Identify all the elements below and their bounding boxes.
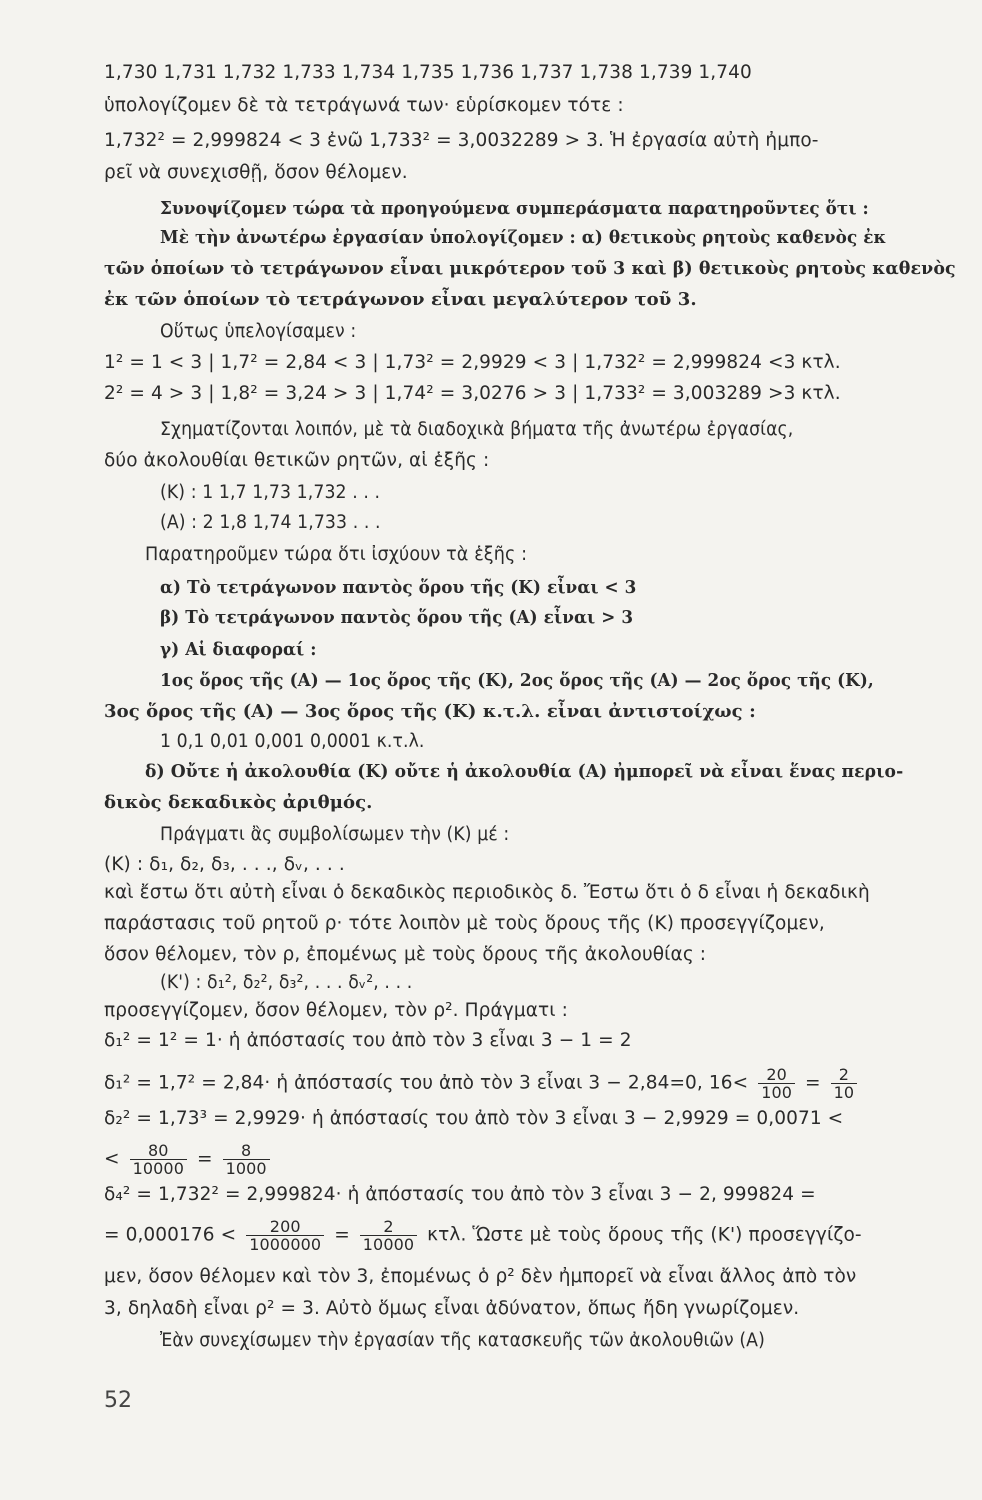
summary-heading: Συνοψίζομεν τώρα τὰ προηγούμενα συμπεράσματα παρατηροῦντες ὅτι : xyxy=(160,198,869,219)
equation-row: δ₁² = 1² = 1· ἡ ἀπόστασίς του ἀπὸ τὸν 3 εἶναι 3 − 1 = 2 xyxy=(104,1030,632,1051)
equation-text: κτλ. Ὥστε μὲ τοὺς ὅρους τῆς (Κ') προσεγγίζο- xyxy=(427,1224,862,1246)
bold-text-line: δικὸς δεκαδικὸς ἀριθμός. xyxy=(104,792,373,813)
property-b: β) Τὸ τετράγωνον παντὸς ὅρου τῆς (Α) εἶναι > 3 xyxy=(160,607,634,628)
fraction: $\frac{200}{1000000}$ xyxy=(246,1218,324,1253)
bold-text-line: 1ος ὅρος τῆς (Α) — 1ος ὅρος τῆς (Κ), 2ος ὅρος τῆς (Α) — 2ος ὅρος τῆς (Κ), xyxy=(160,670,874,691)
bold-text-line: τῶν ὁποίων τὸ τετράγωνον εἶναι μικρότερον τοῦ 3 καὶ β) θετικοὺς ρητοὺς καθενὸς xyxy=(104,258,956,279)
equation-text: δ₁² = 1,7² = 2,84· ἡ ἀπόστασίς του ἀπὸ τὸν 3 εἶναι 3 − 2,84=0, 16< xyxy=(104,1072,749,1094)
text-line: 1,732² = 2,999824 < 3 ἐνῶ 1,733² = 3,0032289 > 3. Ἡ ἐργασία αὐτὴ ἠμπο- xyxy=(104,130,819,151)
property-a: α) Τὸ τετράγωνον παντὸς ὅρου τῆς (Κ) εἶναι < 3 xyxy=(160,577,637,598)
equation-text: = 0,000176 < xyxy=(104,1224,237,1246)
property-c: γ) Αἱ διαφοραί : xyxy=(160,639,317,660)
text-line: προσεγγίζομεν, ὅσον θέλομεν, τὸν ρ². Πράγματι : xyxy=(104,1000,568,1021)
page-number: 52 xyxy=(104,1388,132,1413)
decimal-sequence-line: 1,730 1,731 1,732 1,733 1,734 1,735 1,736 1,737 1,738 1,739 1,740 xyxy=(104,62,752,83)
fraction: $\frac{80}{10000}$ xyxy=(130,1142,187,1177)
fraction: $\frac{8}{1000}$ xyxy=(223,1142,270,1177)
property-d: δ) Οὔτε ἡ ἀκολουθία (Κ) οὔτε ἡ ἀκολουθία (Α) ἠμπορεῖ νὰ εἶναι ἕνας περιο- xyxy=(145,761,904,782)
equation-text: < xyxy=(104,1148,120,1170)
equation-row-with-fraction: δ₁² = 1,7² = 2,84· ἡ ἀπόστασίς του ἀπὸ τὸν 3 εἶναι 3 − 2,84=0, 16< $\frac{20}{100}$ = $\frac{2}{10}$ xyxy=(104,1066,956,1101)
bold-text-line: 3ος ὅρος τῆς (Α) — 3ος ὅρος τῆς (Κ) κ.τ.λ. εἶναι ἀντιστοίχως : xyxy=(104,701,756,722)
fraction: $\frac{2}{10}$ xyxy=(831,1066,858,1101)
equation-row: 1² = 1 < 3 | 1,7² = 2,84 < 3 | 1,73² = 2,9929 < 3 | 1,732² = 2,999824 <3 κτλ. xyxy=(104,352,841,373)
text-line: Σχηματίζονται λοιπόν, μὲ τὰ διαδοχικὰ βήματα τῆς ἀνωτέρω ἐργασίας, xyxy=(160,419,794,440)
text-line: ρεῖ νὰ συνεχισθῇ, ὅσον θέλομεν. xyxy=(104,162,408,183)
text-line: καὶ ἔστω ὅτι αὐτὴ εἶναι ὁ δεκαδικὸς περιοδικὸς δ. Ἔστω ὅτι ὁ δ εἶναι ἡ δεκαδικὴ xyxy=(104,882,870,903)
differences-row: 1 0,1 0,01 0,001 0,0001 κ.τ.λ. xyxy=(160,731,425,752)
equation-row: 2² = 4 > 3 | 1,8² = 3,24 > 3 | 1,74² = 3,0276 > 3 | 1,733² = 3,003289 >3 κτλ. xyxy=(104,383,841,404)
text-line: ὑπολογίζομεν δὲ τὰ τετράγωνά των· εὑρίσκομεν τότε : xyxy=(104,95,624,116)
equation-row-with-fraction: < $\frac{80}{10000}$ = $\frac{8}{1000}$ xyxy=(104,1142,956,1177)
fraction: $\frac{20}{100}$ xyxy=(758,1066,795,1101)
text-line: 3, δηλαδὴ εἶναι ρ² = 3. Αὐτὸ ὅμως εἶναι ἀδύνατον, ὅπως ἤδη γνωρίζομεν. xyxy=(104,1298,800,1319)
text-line: ὅσον θέλομεν, τὸν ρ, ἐπομένως μὲ τοὺς ὅρους τῆς ἀκολουθίας : xyxy=(104,944,707,965)
sequence-K-prime: (Κ') : δ₁², δ₂², δ₃², . . . δᵥ², . . . xyxy=(160,972,413,993)
text-line: Οὕτως ὑπελογίσαμεν : xyxy=(160,321,357,342)
equation-row: δ₄² = 1,732² = 2,999824· ἡ ἀπόστασίς του ἀπὸ τὸν 3 εἶναι 3 − 2, 999824 = xyxy=(104,1184,816,1205)
fraction: $\frac{2}{10000}$ xyxy=(360,1218,417,1253)
text-line: μεν, ὅσον θέλομεν καὶ τὸν 3, ἐπομένως ὁ ρ² δὲν ἠμπορεῖ νὰ εἶναι ἄλλος ἀπὸ τὸν xyxy=(104,1266,857,1287)
equation-row: δ₂² = 1,73³ = 2,9929· ἡ ἀπόστασίς του ἀπὸ τὸν 3 εἶναι 3 − 2,9929 = 0,0071 < xyxy=(104,1108,844,1129)
sequence-A: (Α) : 2 1,8 1,74 1,733 . . . xyxy=(160,512,381,533)
text-line: Ἐὰν συνεχίσωμεν τὴν ἐργασίαν τῆς κατασκευῆς τῶν ἀκολουθιῶν (Α) xyxy=(160,1330,765,1351)
equation-row-with-fraction: = 0,000176 < $\frac{200}{1000000}$ = $\frac{2}{10000}$ κτλ. Ὥστε μὲ τοὺς ὅρους τῆς (Κ') προσεγγίζο- xyxy=(104,1217,862,1254)
text-line: Παρατηροῦμεν τώρα ὅτι ἰσχύουν τὰ ἑξῆς : xyxy=(145,544,528,565)
sequence-K-symbolic: (Κ) : δ₁, δ₂, δ₃, . . ., δᵥ, . . . xyxy=(104,854,345,875)
bold-text-line: ἐκ τῶν ὁποίων τὸ τετράγωνον εἶναι μεγαλύτερον τοῦ 3. xyxy=(104,289,697,310)
bold-text-line: Μὲ τὴν ἀνωτέρω ἐργασίαν ὑπολογίζομεν : α) θετικοὺς ρητοὺς καθενὸς ἐκ xyxy=(160,227,887,248)
sequence-K: (Κ) : 1 1,7 1,73 1,732 . . . xyxy=(160,482,381,503)
text-line: παράστασις τοῦ ρητοῦ ρ· τότε λοιπὸν μὲ τοὺς ὅρους τῆς (Κ) προσεγγίζομεν, xyxy=(104,913,825,934)
text-line: Πράγματι ἂς συμβολίσωμεν τὴν (Κ) μέ : xyxy=(160,824,510,845)
text-line: δύο ἀκολουθίαι θετικῶν ρητῶν, αἱ ἑξῆς : xyxy=(104,450,490,471)
